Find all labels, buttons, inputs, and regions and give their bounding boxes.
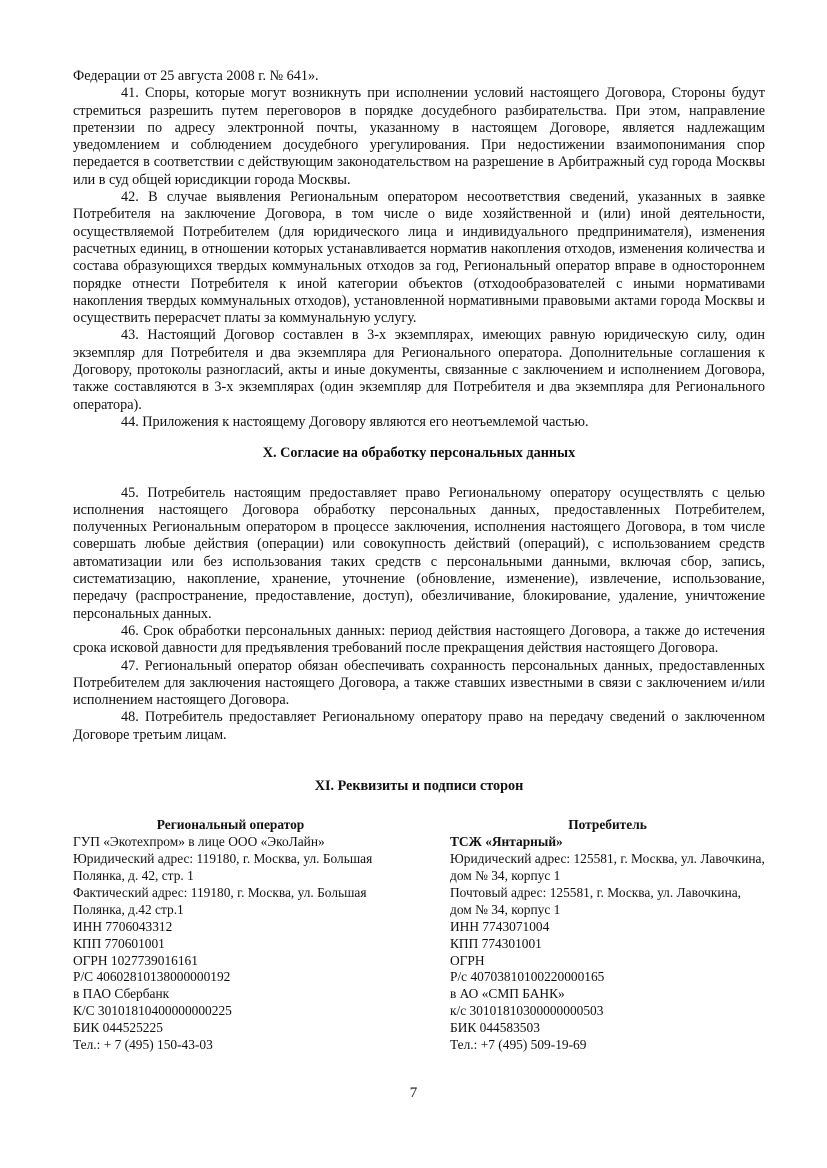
page-number: 7 (409, 1085, 418, 1101)
consumer-line: БИК 044583503 (450, 1020, 540, 1036)
operator-line: Фактический адрес: 119180, г. Москва, ул. Большая Полянка, д.42 стр.1 (73, 884, 367, 917)
operator-line: БИК 044525225 (73, 1020, 163, 1036)
consumer-line: к/с 30101810300000000503 (450, 1003, 604, 1019)
paragraph-42: 42. В случае выявления Региональным оператором несоответствия сведений, указанных в заявке Потребителя на заключение Договора, в том числе о виде хозяйственной и (или) иной деятельности, осуществляемой Потребителем (для юридического лица и индивидуального предпринимателя), изменения расчетных единиц, в отношении которых устанавливается норматив накопления отходов, изменения количества и состава образующихся твердых коммунальных отходов за год, Региональный оператор вправе в одностороннем порядке отнести Потребителя к иной категории объектов (отходообразователей с иными нормативами накопления твердых коммунальных отходов), установленной нормативными правовыми актами города Москвы и осуществить перерасчет платы за коммунальную услугу. (73, 189, 765, 327)
operator-line: Тел.: + 7 (495) 150-43-03 (73, 1037, 213, 1053)
operator-line: К/С 30101810400000000225 (73, 1003, 232, 1019)
paragraph-43: 43. Настоящий Договор составлен в 3-х экземплярах, имеющих равную юридическую силу, один экземпляр для Потребителя и два экземпляра для Регионального оператора. Дополнительные соглашения к Договору, протоколы разногласий, акты и иные документы, связанные с заключением и исполнением Договора, также составляются в 3-х экземплярах (один экземпляр для Потребителя и два экземпляра для Регионального оператора). (73, 327, 765, 413)
consumer-line: КПП 774301001 (450, 935, 542, 951)
operator-line: в ПАО Сбербанк (73, 986, 170, 1002)
consumer-name: ТСЖ «Янтарный» (450, 834, 563, 850)
operator-line: ГУП «Экотехпром» в лице ООО «ЭкоЛайн» (73, 834, 325, 850)
consumer-line: Почтовый адрес: 125581, г. Москва, ул. Лавочкина, дом № 34, корпус 1 (450, 884, 742, 917)
operator-line: Юридический адрес: 119180, г. Москва, ул. Большая Полянка, д. 42, стр. 1 (73, 851, 373, 883)
consumer-line: Р/с 40703810100220000165 (450, 969, 605, 985)
consumer-heading: Потребитель (568, 817, 647, 833)
requisites-columns (73, 817, 765, 1054)
paragraph-continuation: Федерации от 25 августа 2008 г. № 641». (73, 68, 319, 84)
section-11-title: XI. Реквизиты и подписи сторон (314, 777, 524, 794)
section-10-title: X. Согласие на обработку персональных данных (262, 445, 576, 462)
consumer-line: Тел.: +7 (495) 509-19-69 (450, 1037, 587, 1053)
paragraph-48: 48. Потребитель предоставляет Региональному оператору право на передачу сведений о заключенном Договоре третьим лицам. (73, 709, 765, 743)
consumer-line: в АО «СМП БАНК» (450, 986, 565, 1002)
document-page (73, 68, 765, 1054)
consumer-line: ИНН 7743071004 (450, 918, 550, 934)
paragraph-41: 41. Споры, которые могут возникнуть при исполнении условий настоящего Договора, Стороны будут стремиться разрешить путем переговоров в порядке досудебного разбирательства. При этом, направление претензии по адресу электронной почты, указанному в настоящем Договоре, является надлежащим уведомлением и соблюдением досудебного урегулирования. При недостижении взаимопонимания спор передается в соответствии с действующим законодательством на разрешение в Арбитражный суд города Москвы или в суд общей юрисдикции города Москвы. (73, 85, 765, 188)
consumer-line: ОГРН (450, 952, 485, 968)
operator-line: ОГРН 1027739016161 (73, 952, 198, 968)
operator-line: ИНН 7706043312 (73, 918, 173, 934)
operator-requisites (73, 817, 388, 1054)
paragraph-46: 46. Срок обработки персональных данных: период действия настоящего Договора, а также до истечения срока исковой давности для предъявления требований после прекращения действия настоящего Договора. (73, 622, 765, 657)
operator-line: КПП 770601001 (73, 935, 165, 951)
paragraph-47: 47. Региональный оператор обязан обеспечивать сохранность персональных данных, предоставленных Потребителем для заключения настоящего Договора, а также ставших известными в связи с заключением и/или исполнением настоящего Договора. (73, 657, 765, 709)
consumer-requisites (450, 817, 765, 1054)
consumer-line: Юридический адрес: 125581, г. Москва, ул. Лавочкина, дом № 34, корпус 1 (450, 851, 765, 883)
operator-line: Р/С 40602810138000000192 (73, 969, 231, 985)
paragraph-45: 45. Потребитель настоящим предоставляет право Региональному оператору осуществлять с целью исполнения настоящего Договора обработку персональных данных, предоставленных Потребителем, полученных Региональным оператором в процессе заключения, исполнения настоящего Договора, в том числе совершать любые действия (операции) или совокупность действий (операций), с использованием средств автоматизации или без использования таких средств с персональными данными, включая сбор, запись, систематизацию, накопление, хранение, уточнение (обновление, изменение), извлечение, использование, передачу (распространение, предоставление, доступ), обезличивание, блокирование, удаление, уничтожение персональных данных. (73, 484, 765, 622)
operator-heading: Региональный оператор (156, 817, 305, 833)
paragraph-44: 44. Приложения к настоящему Договору являются его неотъемлемой частью. (121, 413, 589, 430)
